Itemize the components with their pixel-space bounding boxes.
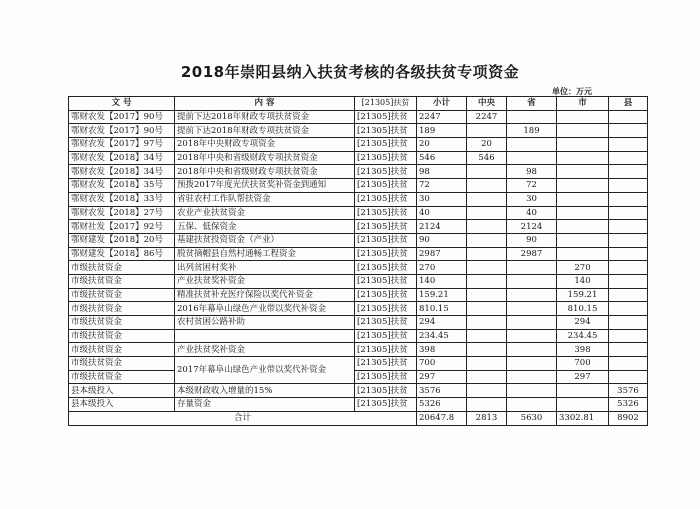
cell-county	[609, 138, 648, 152]
cell-city	[557, 165, 609, 179]
cell-province	[507, 384, 557, 398]
cell-province: 90	[507, 233, 557, 247]
cell-content: 2017年幕阜山绿色产业带以奖代补资金	[175, 357, 355, 384]
cell-subtotal: 398	[417, 343, 467, 357]
cell-doc-number: 市级扶贫资金	[69, 343, 175, 357]
cell-content: 2018年中央和省级财政专项扶贫资金	[175, 151, 355, 165]
cell-subtotal: 72	[417, 179, 467, 193]
cell-category: [21305]扶贫	[355, 247, 417, 261]
cell-category: [21305]扶贫	[355, 343, 417, 357]
cell-subtotal: 20	[417, 138, 467, 152]
cell-city: 700	[557, 357, 609, 371]
cell-city	[557, 206, 609, 220]
cell-category: [21305]扶贫	[355, 124, 417, 138]
cell-content: 提前下达2018年财政专项扶贫资金	[175, 124, 355, 138]
cell-category: [21305]扶贫	[355, 220, 417, 234]
cell-county	[609, 357, 648, 371]
header-content: 内 容	[175, 97, 355, 111]
cell-central	[467, 370, 507, 384]
cell-content: 农业产业扶贫资金	[175, 206, 355, 220]
cell-category: [21305]扶贫	[355, 261, 417, 275]
table-row	[69, 247, 648, 261]
cell-central	[467, 247, 507, 261]
cell-doc-number: 鄂财农发【2017】90号	[69, 110, 175, 124]
total-county: 8902	[609, 411, 648, 425]
cell-province	[507, 288, 557, 302]
total-central: 2813	[467, 411, 507, 425]
cell-province	[507, 398, 557, 412]
cell-subtotal: 2247	[417, 110, 467, 124]
cell-province	[507, 370, 557, 384]
cell-category: [21305]扶贫	[355, 151, 417, 165]
total-subtotal: 20647.8	[417, 411, 467, 425]
table-row	[69, 398, 648, 412]
cell-category: [21305]扶贫	[355, 384, 417, 398]
cell-content: 提前下达2018年财政专项扶贫资金	[175, 110, 355, 124]
cell-province: 189	[507, 124, 557, 138]
cell-subtotal: 90	[417, 233, 467, 247]
cell-category: [21305]扶贫	[355, 316, 417, 330]
cell-county	[609, 316, 648, 330]
cell-doc-number: 鄂财建发【2018】20号	[69, 233, 175, 247]
cell-province: 40	[507, 206, 557, 220]
header-city: 市	[557, 97, 609, 111]
cell-city: 140	[557, 274, 609, 288]
cell-county	[609, 206, 648, 220]
table-row	[69, 124, 648, 138]
cell-city	[557, 179, 609, 193]
cell-province: 98	[507, 165, 557, 179]
cell-county	[609, 261, 648, 275]
cell-central	[467, 384, 507, 398]
header-category: [21305]扶贫	[355, 97, 417, 111]
cell-province	[507, 110, 557, 124]
cell-province	[507, 138, 557, 152]
cell-content: 本级财政收入增量的15%	[175, 384, 355, 398]
cell-province	[507, 357, 557, 371]
cell-doc-number: 市级扶贫资金	[69, 316, 175, 330]
table-row	[69, 179, 648, 193]
cell-county	[609, 288, 648, 302]
total-row	[69, 411, 648, 425]
table-row	[69, 220, 648, 234]
cell-doc-number: 市级扶贫资金	[69, 357, 175, 371]
cell-category: [21305]扶贫	[355, 138, 417, 152]
table-row	[69, 110, 648, 124]
cell-city	[557, 398, 609, 412]
cell-subtotal: 2124	[417, 220, 467, 234]
cell-city	[557, 192, 609, 206]
table-row	[69, 192, 648, 206]
cell-central	[467, 192, 507, 206]
cell-doc-number: 鄂财农发【2018】34号	[69, 151, 175, 165]
table-row	[69, 206, 648, 220]
cell-central	[467, 329, 507, 343]
cell-category: [21305]扶贫	[355, 274, 417, 288]
cell-city: 159.21	[557, 288, 609, 302]
cell-central	[467, 288, 507, 302]
cell-category: [21305]扶贫	[355, 179, 417, 193]
unit-label: 单位：万元	[552, 87, 592, 96]
table-row	[69, 357, 648, 371]
funds-table	[68, 96, 648, 426]
cell-county	[609, 302, 648, 316]
cell-subtotal: 700	[417, 357, 467, 371]
cell-central	[467, 316, 507, 330]
cell-category: [21305]扶贫	[355, 110, 417, 124]
cell-central	[467, 261, 507, 275]
table-row	[69, 138, 648, 152]
cell-province	[507, 261, 557, 275]
cell-category: [21305]扶贫	[355, 192, 417, 206]
cell-city	[557, 138, 609, 152]
cell-doc-number: 鄂财农发【2017】97号	[69, 138, 175, 152]
cell-category: [21305]扶贫	[355, 288, 417, 302]
table-row	[69, 370, 648, 384]
cell-doc-number: 鄂财农发【2017】90号	[69, 124, 175, 138]
cell-category: [21305]扶贫	[355, 302, 417, 316]
cell-doc-number: 鄂财农发【2018】34号	[69, 165, 175, 179]
cell-doc-number: 鄂财农发【2018】33号	[69, 192, 175, 206]
cell-city	[557, 220, 609, 234]
cell-subtotal: 297	[417, 370, 467, 384]
cell-province: 2987	[507, 247, 557, 261]
cell-subtotal: 294	[417, 316, 467, 330]
header-central: 中央	[467, 97, 507, 111]
cell-content: 五保、低保资金	[175, 220, 355, 234]
cell-city	[557, 110, 609, 124]
cell-subtotal: 140	[417, 274, 467, 288]
cell-central	[467, 179, 507, 193]
cell-content: 基建扶贫投资资金（产业）	[175, 233, 355, 247]
page-title: 2018年崇阳县纳入扶贫考核的各级扶贫专项资金	[180, 63, 520, 81]
cell-category: [21305]扶贫	[355, 398, 417, 412]
cell-subtotal: 189	[417, 124, 467, 138]
cell-city	[557, 384, 609, 398]
cell-doc-number: 市级扶贫资金	[69, 274, 175, 288]
cell-content: 脱贫摘帽县自然村通畅工程资金	[175, 247, 355, 261]
cell-province: 30	[507, 192, 557, 206]
cell-county	[609, 151, 648, 165]
cell-subtotal: 270	[417, 261, 467, 275]
cell-doc-number: 鄂财社发【2017】92号	[69, 220, 175, 234]
cell-city: 810.15	[557, 302, 609, 316]
cell-central	[467, 233, 507, 247]
cell-central: 2247	[467, 110, 507, 124]
table-row	[69, 151, 648, 165]
cell-county	[609, 274, 648, 288]
cell-province	[507, 302, 557, 316]
cell-category: [21305]扶贫	[355, 165, 417, 179]
cell-content: 2018年中央财政专项资金	[175, 138, 355, 152]
cell-doc-number: 市级扶贫资金	[69, 329, 175, 343]
cell-central	[467, 302, 507, 316]
cell-county	[609, 220, 648, 234]
cell-content: 省驻农村工作队帮扶资金	[175, 192, 355, 206]
total-label: 合计	[69, 411, 417, 425]
cell-category: [21305]扶贫	[355, 233, 417, 247]
cell-content: 存量资金	[175, 398, 355, 412]
cell-content: 2018年中央和省级财政专项扶贫资金	[175, 165, 355, 179]
table-row	[69, 261, 648, 275]
cell-county	[609, 124, 648, 138]
cell-county	[609, 329, 648, 343]
cell-doc-number: 市级扶贫资金	[69, 261, 175, 275]
table-row	[69, 288, 648, 302]
cell-central	[467, 124, 507, 138]
table-row	[69, 343, 648, 357]
cell-subtotal: 546	[417, 151, 467, 165]
cell-county	[609, 165, 648, 179]
cell-central	[467, 165, 507, 179]
header-province: 省	[507, 97, 557, 111]
cell-subtotal: 159.21	[417, 288, 467, 302]
cell-county	[609, 343, 648, 357]
cell-central	[467, 343, 507, 357]
cell-subtotal: 2987	[417, 247, 467, 261]
cell-content: 出列贫困村奖补	[175, 261, 355, 275]
cell-central: 20	[467, 138, 507, 152]
cell-content: 预拨2017年度光伏扶贫奖补资金到通知	[175, 179, 355, 193]
cell-central	[467, 274, 507, 288]
cell-category: [21305]扶贫	[355, 357, 417, 371]
cell-county	[609, 192, 648, 206]
cell-content: 精准扶贫补充医疗保险以奖代补资金	[175, 288, 355, 302]
cell-doc-number: 鄂财建发【2018】86号	[69, 247, 175, 261]
cell-province	[507, 343, 557, 357]
cell-county: 3576	[609, 384, 648, 398]
cell-province: 72	[507, 179, 557, 193]
cell-city	[557, 124, 609, 138]
cell-doc-number: 市级扶贫资金	[69, 288, 175, 302]
cell-county: 5326	[609, 398, 648, 412]
cell-city	[557, 233, 609, 247]
cell-content: 产业扶贫奖补资金	[175, 274, 355, 288]
header-subtotal: 小计	[417, 97, 467, 111]
cell-doc-number: 鄂财农发【2018】35号	[69, 179, 175, 193]
header-doc-number: 文 号	[69, 97, 175, 111]
header-county: 县	[609, 97, 648, 111]
cell-city: 234.45	[557, 329, 609, 343]
cell-province	[507, 274, 557, 288]
cell-subtotal: 3576	[417, 384, 467, 398]
table-row	[69, 233, 648, 247]
cell-central	[467, 220, 507, 234]
cell-central	[467, 398, 507, 412]
header-row	[69, 97, 648, 111]
cell-subtotal: 30	[417, 192, 467, 206]
cell-subtotal: 98	[417, 165, 467, 179]
cell-county	[609, 247, 648, 261]
cell-province	[507, 329, 557, 343]
cell-subtotal: 234.45	[417, 329, 467, 343]
cell-doc-number: 县本级投入	[69, 398, 175, 412]
cell-central: 546	[467, 151, 507, 165]
cell-city: 294	[557, 316, 609, 330]
cell-city: 297	[557, 370, 609, 384]
cell-doc-number: 市级扶贫资金	[69, 302, 175, 316]
cell-city	[557, 247, 609, 261]
cell-subtotal: 40	[417, 206, 467, 220]
cell-content: 2016年幕阜山绿色产业带以奖代补资金	[175, 302, 355, 316]
cell-city: 398	[557, 343, 609, 357]
table-row	[69, 302, 648, 316]
cell-county	[609, 233, 648, 247]
table-row	[69, 274, 648, 288]
cell-county	[609, 179, 648, 193]
cell-county	[609, 110, 648, 124]
cell-doc-number: 鄂财农发【2018】27号	[69, 206, 175, 220]
cell-province	[507, 316, 557, 330]
table-row	[69, 316, 648, 330]
cell-content	[175, 329, 355, 343]
cell-city: 270	[557, 261, 609, 275]
cell-content: 农村贫困公路补助	[175, 316, 355, 330]
cell-doc-number: 市级扶贫资金	[69, 370, 175, 384]
table-row	[69, 329, 648, 343]
cell-province: 2124	[507, 220, 557, 234]
cell-central	[467, 357, 507, 371]
cell-category: [21305]扶贫	[355, 329, 417, 343]
cell-content: 产业扶贫奖补资金	[175, 343, 355, 357]
cell-county	[609, 370, 648, 384]
total-city: 3302.81	[557, 411, 609, 425]
table-row	[69, 165, 648, 179]
cell-category: [21305]扶贫	[355, 206, 417, 220]
total-province: 5630	[507, 411, 557, 425]
cell-subtotal: 5326	[417, 398, 467, 412]
cell-doc-number: 县本级投入	[69, 384, 175, 398]
cell-central	[467, 206, 507, 220]
table-row	[69, 384, 648, 398]
cell-city	[557, 151, 609, 165]
cell-subtotal: 810.15	[417, 302, 467, 316]
cell-category: [21305]扶贫	[355, 370, 417, 384]
cell-province	[507, 151, 557, 165]
